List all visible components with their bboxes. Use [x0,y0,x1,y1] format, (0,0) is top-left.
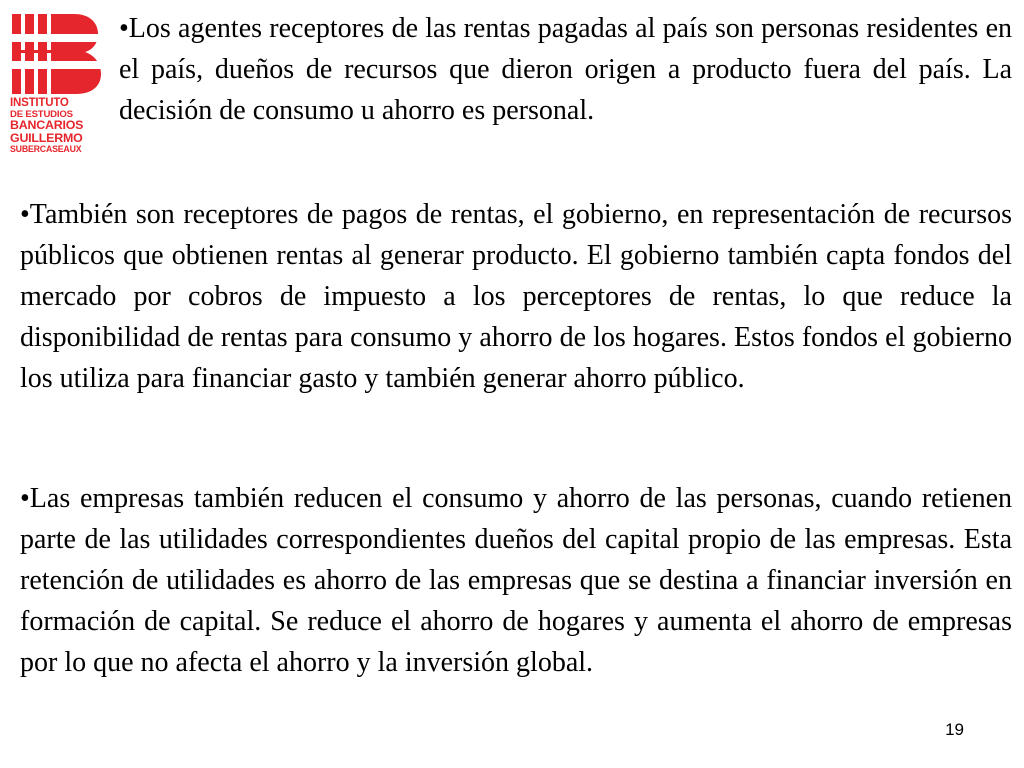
logo-line-5: SUBERCASEAUX [10,143,82,154]
paragraph-agentes-receptores: •Los agentes receptores de las rentas pagadas al país son personas residentes en el país, dueños de recursos que dieron origen a producto fuera del país. La decisión de consumo u ahorro es personal. [119,13,1012,126]
institution-logo [10,14,102,154]
logo-emblem-icon [10,14,102,94]
paragraph-gobierno: •También son receptores de pagos de rentas, el gobierno, en representación de recursos públicos que obtienen rentas al generar producto. El gobierno también capta fondos del mercado por cobros de impuesto a los perceptores de rentas, lo que reduce la disponibilidad de rentas para consumo y ahorro de los hogares. Estos fondos el gobierno los utiliza para financiar gasto y también generar ahorro público. [20,199,1012,394]
logo-line-2: DE ESTUDIOS [10,108,73,120]
logo-line-1: INSTITUTO [10,97,69,109]
paragraph-empresas: •Las empresas también reducen el consumo y ahorro de las personas, cuando retienen parte de las utilidades correspondientes dueños del capital propio de las empresas. Esta retención de utilidades es ahorro de las empresas que se destina a financiar inversión en formación de capital. Se reduce el ahorro de hogares y aumenta el ahorro de empresas por lo que no afecta el ahorro y la inversión global. [20,483,1012,678]
page-number: 19 [945,720,964,739]
logo-line-4: GUILLERMO [10,130,83,145]
logo-line-3: BANCARIOS [10,118,84,133]
logo-text [10,98,102,154]
